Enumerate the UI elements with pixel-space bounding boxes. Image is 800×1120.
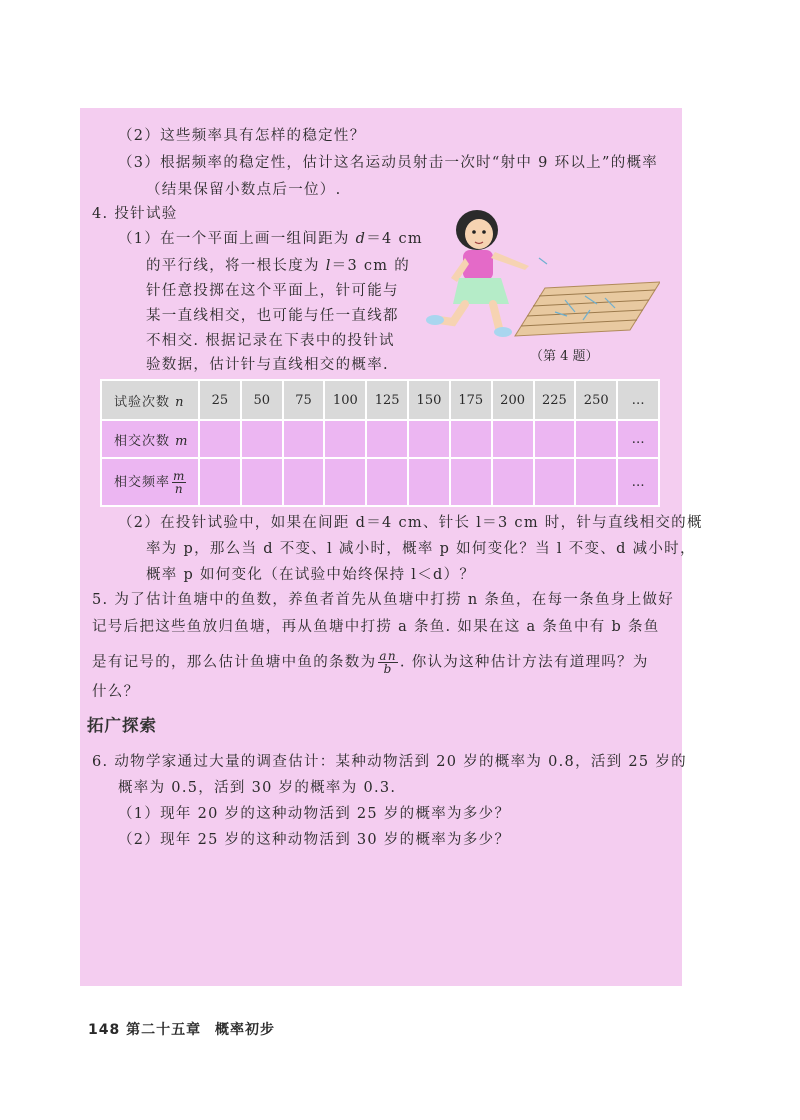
needle-throw-illustration	[415, 200, 660, 365]
needle-trial-table	[100, 379, 660, 507]
table-cell-empty	[324, 420, 366, 458]
row-label: 试验次数	[114, 394, 171, 410]
table-cell: 150	[408, 380, 450, 420]
table-cell: 50	[241, 380, 283, 420]
q4-part1-line5: 不相交. 根据记录在下表中的投针试	[146, 333, 395, 349]
q4-text: ＝3 cm 的	[331, 258, 411, 274]
table-cell-empty	[241, 458, 283, 506]
section-heading: 拓广探索	[87, 716, 157, 735]
q6-part1: （1）现年 20 岁的这种动物活到 25 岁的概率为多少？	[118, 806, 511, 822]
table-cell: 125	[366, 380, 408, 420]
row-label: 相交次数	[114, 433, 171, 449]
table-cell-ellipsis: …	[617, 458, 659, 506]
table-cell: 250	[575, 380, 617, 420]
table-cell-empty	[534, 420, 576, 458]
table-row-intersections	[101, 420, 659, 458]
q3-part3-line2: （结果保留小数点后一位）.	[146, 182, 342, 198]
q4-part2-line3: 概率 p 如何变化（在试验中始终保持 l＜d）？	[146, 567, 476, 583]
chapter-title: 概率初步	[214, 1022, 275, 1038]
flying-needle	[539, 258, 547, 264]
q6-line2: 概率为 0.5，活到 30 岁的概率为 0.3.	[118, 780, 397, 796]
table-cell-empty	[575, 458, 617, 506]
parallel-lines-plane	[515, 282, 660, 336]
page-number: 148	[88, 1022, 121, 1038]
fraction-denominator: b	[383, 662, 393, 676]
table-cell-empty	[492, 458, 534, 506]
table-cell-empty	[534, 458, 576, 506]
girl-figure	[426, 210, 529, 337]
q4-part2-line2: 率为 p，那么当 d 不变、l 减小时，概率 p 如何变化？当 l 不变、d 减小时，	[146, 541, 696, 557]
q6-part2: （2）现年 25 岁的这种动物活到 30 岁的概率为多少？	[118, 832, 511, 848]
table-cell-empty	[450, 458, 492, 506]
q4-part1-line2	[146, 256, 410, 276]
row-label: 相交频率	[114, 474, 171, 490]
q4-part1-line3: 针任意投掷在这个平面上，针可能与	[146, 283, 399, 299]
row-header-intersections	[101, 420, 199, 458]
q5-text: 是有记号的，那么估计鱼塘中鱼的条数为	[92, 654, 377, 671]
table-cell-empty	[241, 420, 283, 458]
q4-part1-line6: 验数据，估计针与直线相交的概率.	[146, 357, 389, 373]
q4-part2-line1: （2）在投针试验中，如果在间距 d＝4 cm、针长 l＝3 cm 时，针与直线相交的概	[118, 515, 703, 531]
var-d: d	[355, 231, 367, 247]
chapter-number: 第二十五章	[126, 1022, 202, 1038]
table-cell: 100	[324, 380, 366, 420]
table-cell-empty	[575, 420, 617, 458]
fraction-denominator: n	[174, 481, 184, 496]
page-footer	[88, 1019, 275, 1039]
q4-text: ＝4 cm	[366, 231, 423, 247]
table-cell-empty	[199, 458, 241, 506]
fraction-numerator: an	[379, 649, 397, 663]
table-cell-empty	[199, 420, 241, 458]
table-row-frequency	[101, 458, 659, 506]
table-cell: 25	[199, 380, 241, 420]
var-n: n	[175, 394, 185, 410]
q4-text: （1）在一个平面上画一组间距为	[118, 231, 356, 247]
figure-caption: （第 4 题）	[530, 349, 599, 364]
q5-line3	[92, 650, 649, 675]
table-cell-empty	[492, 420, 534, 458]
table-cell-empty	[408, 458, 450, 506]
table-cell: 225	[534, 380, 576, 420]
table-cell-empty	[283, 458, 325, 506]
var-m: m	[175, 433, 189, 449]
q6-line1: 6. 动物学家通过大量的调查估计：某种动物活到 20 岁的概率为 0.8，活到 25 岁的	[92, 754, 687, 770]
q4-part1-line1	[118, 229, 423, 249]
table-cell: 75	[283, 380, 325, 420]
q4-title: 4. 投针试验	[92, 206, 178, 222]
table-cell-empty	[366, 420, 408, 458]
fraction-m-over-n	[172, 470, 186, 495]
row-header-trials	[101, 380, 199, 420]
fraction-an-over-b	[378, 650, 397, 675]
table-cell-ellipsis: …	[617, 380, 659, 420]
table-cell: 175	[450, 380, 492, 420]
q3-part2: （2）这些频率具有怎样的稳定性？	[118, 128, 366, 144]
q4-part1-line4: 某一直线相交，也可能与任一直线都	[146, 308, 399, 324]
table-cell-empty	[324, 458, 366, 506]
table-cell-empty	[366, 458, 408, 506]
q5-text: . 你认为这种估计方法有道理吗？为	[399, 654, 649, 671]
table-cell-empty	[283, 420, 325, 458]
q5-line2: 记号后把这些鱼放归鱼塘，再从鱼塘中打捞 a 条鱼. 如果在这 a 条鱼中有 b 条鱼	[92, 619, 660, 635]
q5-line4: 什么？	[92, 684, 140, 700]
fraction-numerator: m	[173, 468, 186, 483]
table-cell-empty	[450, 420, 492, 458]
table-row-trials	[101, 380, 659, 420]
q4-text: 的平行线，将一根长度为	[146, 258, 326, 274]
table-cell-empty	[408, 420, 450, 458]
table-cell-ellipsis: …	[617, 420, 659, 458]
var-l: l	[325, 258, 332, 274]
table-cell: 200	[492, 380, 534, 420]
q5-line1: 5. 为了估计鱼塘中的鱼数，养鱼者首先从鱼塘中打捞 n 条鱼，在每一条鱼身上做好	[92, 592, 674, 608]
row-header-frequency	[101, 458, 199, 506]
q3-part3-line1: （3）根据频率的稳定性，估计这名运动员射击一次时“射中 9 环以上”的概率	[118, 155, 659, 171]
